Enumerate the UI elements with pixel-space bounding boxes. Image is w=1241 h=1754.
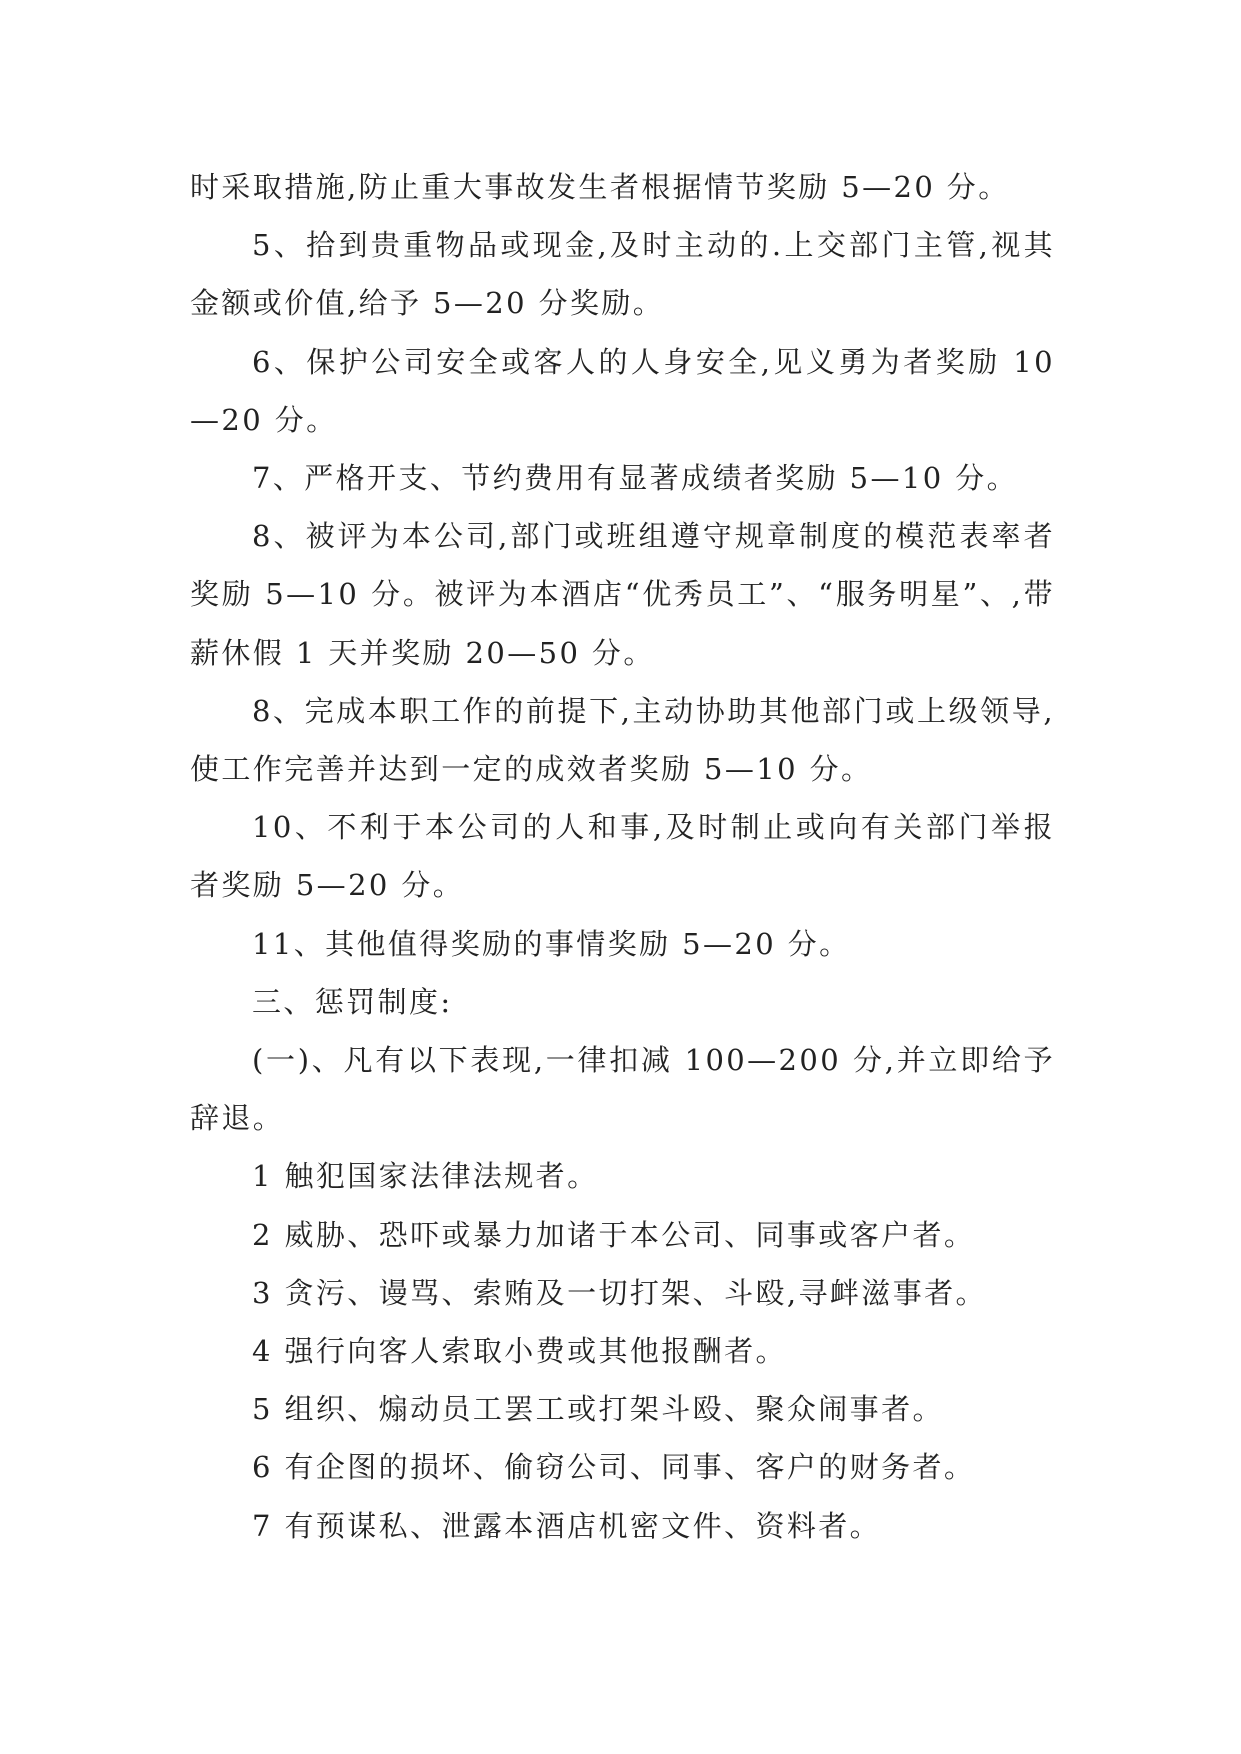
- paragraph-punishment-intro: (一)、凡有以下表现,一律扣减 100—200 分,并立即给予辞退。: [190, 1043, 1055, 1136]
- list-item-1: 1 触犯国家法律法规者。: [252, 1159, 599, 1194]
- list-item-7: 7 有预谋私、泄露本酒店机密文件、资料者。: [252, 1508, 882, 1543]
- section-heading-punishment: 三、惩罚制度:: [252, 984, 453, 1019]
- paragraph-continuation: 时采取措施,防止重大事故发生者根据情节奖励 5—20 分。: [190, 170, 1010, 204]
- paragraph-reward-8b: 8、完成本职工作的前提下,主动协助其他部门或上级领导,使工作完善并达到一定的成效者奖励 5—10 分。: [190, 693, 1055, 787]
- paragraph-reward-7: 7、严格开支、节约费用有显著成绩者奖励 5—10 分。: [252, 461, 1019, 496]
- document-page: [190, 158, 1055, 1555]
- list-item-2: 2 威胁、恐吓或暴力加诸于本公司、同事或客户者。: [252, 1217, 976, 1252]
- paragraph-reward-6: 6、保护公司安全或客人的人身安全,见义勇为者奖励 10—20 分。: [190, 344, 1055, 437]
- paragraph-reward-8a: 8、被评为本公司,部门或班组遵守规章制度的模范表率者奖励 5—10 分。被评为本酒店“优秀员工”、“服务明星”、,带薪休假 1 天并奖励 20—50 分。: [190, 519, 1055, 670]
- list-item-3: 3 贪污、谩骂、索贿及一切打架、斗殴,寻衅滋事者。: [252, 1275, 987, 1310]
- paragraph-reward-10: 10、不利于本公司的人和事,及时制止或向有关部门举报者奖励 5—20 分。: [190, 810, 1055, 903]
- list-item-6: 6 有企图的损坏、偷窃公司、同事、客户的财务者。: [252, 1450, 976, 1485]
- paragraph-reward-11: 11、其他值得奖励的事情奖励 5—20 分。: [252, 926, 851, 961]
- list-item-4: 4 强行向客人索取小费或其他报酬者。: [252, 1334, 787, 1369]
- paragraph-reward-5: 5、拾到贵重物品或现金,及时主动的.上交部门主管,视其金额或价值,给予 5—20 分奖励。: [190, 228, 1055, 321]
- list-item-5: 5 组织、煽动员工罢工或打架斗殴、聚众闹事者。: [252, 1392, 944, 1427]
